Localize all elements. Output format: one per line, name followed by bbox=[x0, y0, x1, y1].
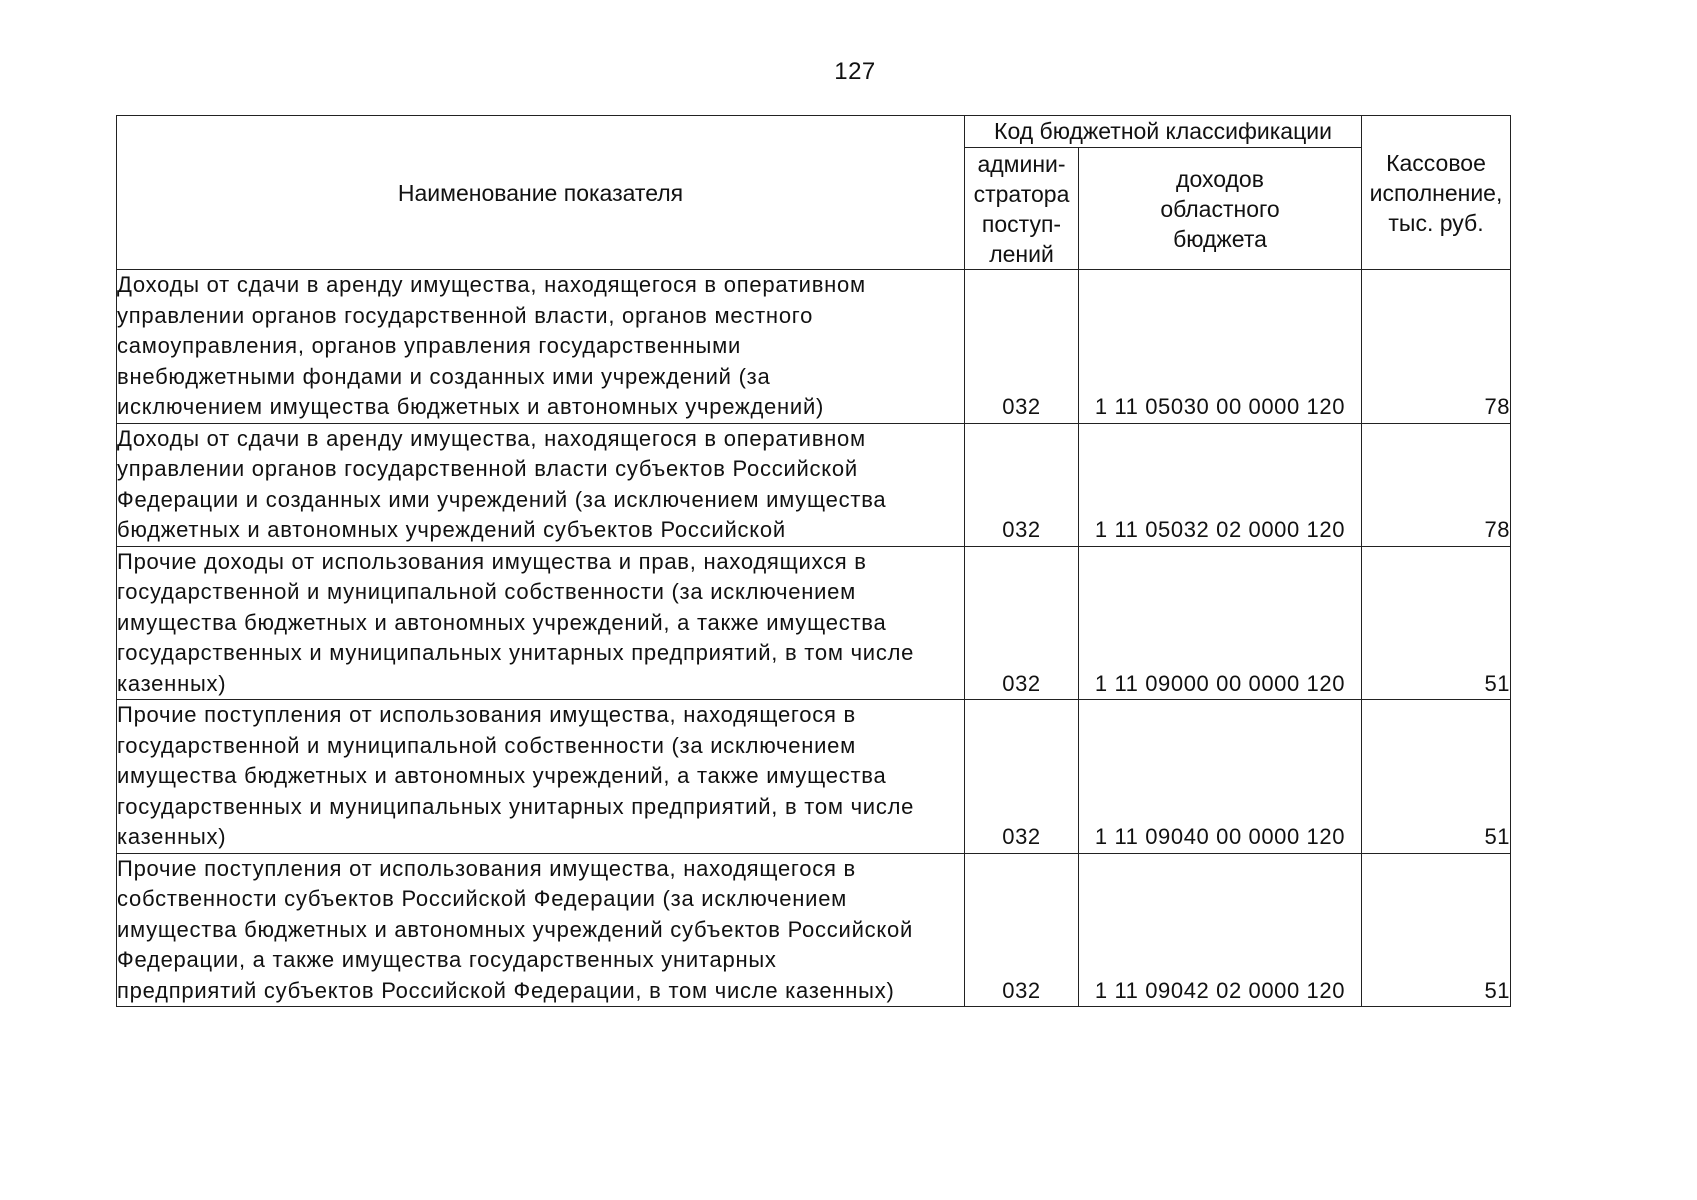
execution-value: 78 bbox=[1362, 423, 1511, 546]
execution-value: 51 bbox=[1362, 546, 1511, 700]
indicator-name-line: Доходы от сдачи в аренду имущества, находящегося в оперативном bbox=[117, 425, 866, 451]
header-name: Наименование показателя bbox=[117, 116, 965, 270]
indicator-name bbox=[117, 423, 965, 546]
indicator-name-line: имущества бюджетных и автономных учреждений, а также имущества bbox=[117, 609, 887, 635]
header-income-line: доходов bbox=[1176, 165, 1264, 192]
indicator-name bbox=[117, 700, 965, 854]
header-execution-line: тыс. руб. bbox=[1388, 209, 1484, 236]
header-income bbox=[1079, 148, 1362, 270]
table-header bbox=[117, 116, 1511, 270]
indicator-name-line: исключением имущества бюджетных и автономных учреждений) bbox=[117, 394, 825, 419]
header-administrator-line: поступ- bbox=[981, 210, 1062, 237]
income-code: 1 11 09000 00 0000 120 bbox=[1079, 546, 1362, 700]
indicator-name-line: Доходы от сдачи в аренду имущества, находящегося в оперативном bbox=[117, 272, 866, 297]
indicator-name-line: Прочие поступления от использования имущества, находящегося в bbox=[117, 855, 856, 881]
indicator-name-line: государственных и муниципальных унитарных предприятий, в том числе bbox=[117, 793, 915, 819]
table-row bbox=[117, 270, 1511, 424]
indicator-name-line: бюджетных и автономных учреждений субъектов Российской bbox=[117, 517, 786, 542]
administrator-code: 032 bbox=[965, 270, 1079, 424]
income-code: 1 11 09042 02 0000 120 bbox=[1079, 853, 1362, 1007]
administrator-code: 032 bbox=[965, 546, 1079, 700]
administrator-code: 032 bbox=[965, 853, 1079, 1007]
indicator-name-line: Федерации, а также имущества государственных унитарных bbox=[117, 947, 777, 972]
header-code-group: Код бюджетной классификации bbox=[965, 116, 1362, 148]
indicator-name-line: государственной и муниципальной собственности (за исключением bbox=[117, 579, 856, 604]
execution-value: 78 bbox=[1362, 270, 1511, 424]
indicator-name-line: предприятий субъектов Российской Федерации, в том числе казенных) bbox=[117, 977, 895, 1003]
header-income-line: областного bbox=[1160, 195, 1280, 222]
indicator-name-line: государственной и муниципальной собственности (за исключением bbox=[117, 732, 856, 758]
indicator-name bbox=[117, 270, 965, 424]
indicator-name-line: управлении органов государственной власти субъектов Российской bbox=[117, 456, 858, 481]
income-code: 1 11 05032 02 0000 120 bbox=[1079, 423, 1362, 546]
header-administrator-line: админи- bbox=[977, 150, 1066, 177]
indicator-name-line: Прочие доходы от использования имущества и прав, находящихся в bbox=[117, 548, 867, 574]
indicator-name bbox=[117, 546, 965, 700]
budget-table bbox=[116, 115, 1511, 1007]
indicator-name-line: казенных) bbox=[117, 670, 227, 696]
header-administrator-line: лений bbox=[989, 240, 1054, 267]
header-execution bbox=[1362, 116, 1511, 270]
header-execution-line: Кассовое bbox=[1386, 149, 1486, 176]
table-body bbox=[117, 270, 1511, 1007]
table-row bbox=[117, 700, 1511, 854]
indicator-name-line: имущества бюджетных и автономных учреждений, а также имущества bbox=[117, 763, 887, 788]
header-administrator bbox=[965, 148, 1079, 270]
indicator-name-line: самоуправления, органов управления государственными bbox=[117, 333, 741, 358]
header-income-line: бюджета bbox=[1173, 225, 1267, 252]
administrator-code: 032 bbox=[965, 423, 1079, 546]
indicator-name-line: государственных и муниципальных унитарных предприятий, в том числе bbox=[117, 640, 915, 665]
header-execution-line: исполнение, bbox=[1369, 179, 1503, 206]
table-row bbox=[117, 853, 1511, 1007]
income-code: 1 11 05030 00 0000 120 bbox=[1079, 270, 1362, 424]
table-row bbox=[117, 423, 1511, 546]
header-administrator-line: стратора bbox=[973, 180, 1070, 207]
indicator-name-line: Прочие поступления от использования имущества, находящегося в bbox=[117, 702, 856, 727]
administrator-code: 032 bbox=[965, 700, 1079, 854]
indicator-name-line: внебюджетными фондами и созданных ими учреждений (за bbox=[117, 363, 771, 389]
income-code: 1 11 09040 00 0000 120 bbox=[1079, 700, 1362, 854]
indicator-name-line: Федерации и созданных ими учреждений (за исключением имущества bbox=[117, 486, 887, 512]
indicator-name-line: управлении органов государственной власти, органов местного bbox=[117, 302, 814, 328]
indicator-name-line: имущества бюджетных и автономных учреждений субъектов Российской bbox=[117, 916, 913, 942]
indicator-name-line: казенных) bbox=[117, 824, 227, 849]
indicator-name bbox=[117, 853, 965, 1007]
table-row bbox=[117, 546, 1511, 700]
execution-value: 51 bbox=[1362, 853, 1511, 1007]
execution-value: 51 bbox=[1362, 700, 1511, 854]
indicator-name-line: собственности субъектов Российской Федерации (за исключением bbox=[117, 886, 848, 911]
page-number: 127 bbox=[834, 58, 876, 85]
